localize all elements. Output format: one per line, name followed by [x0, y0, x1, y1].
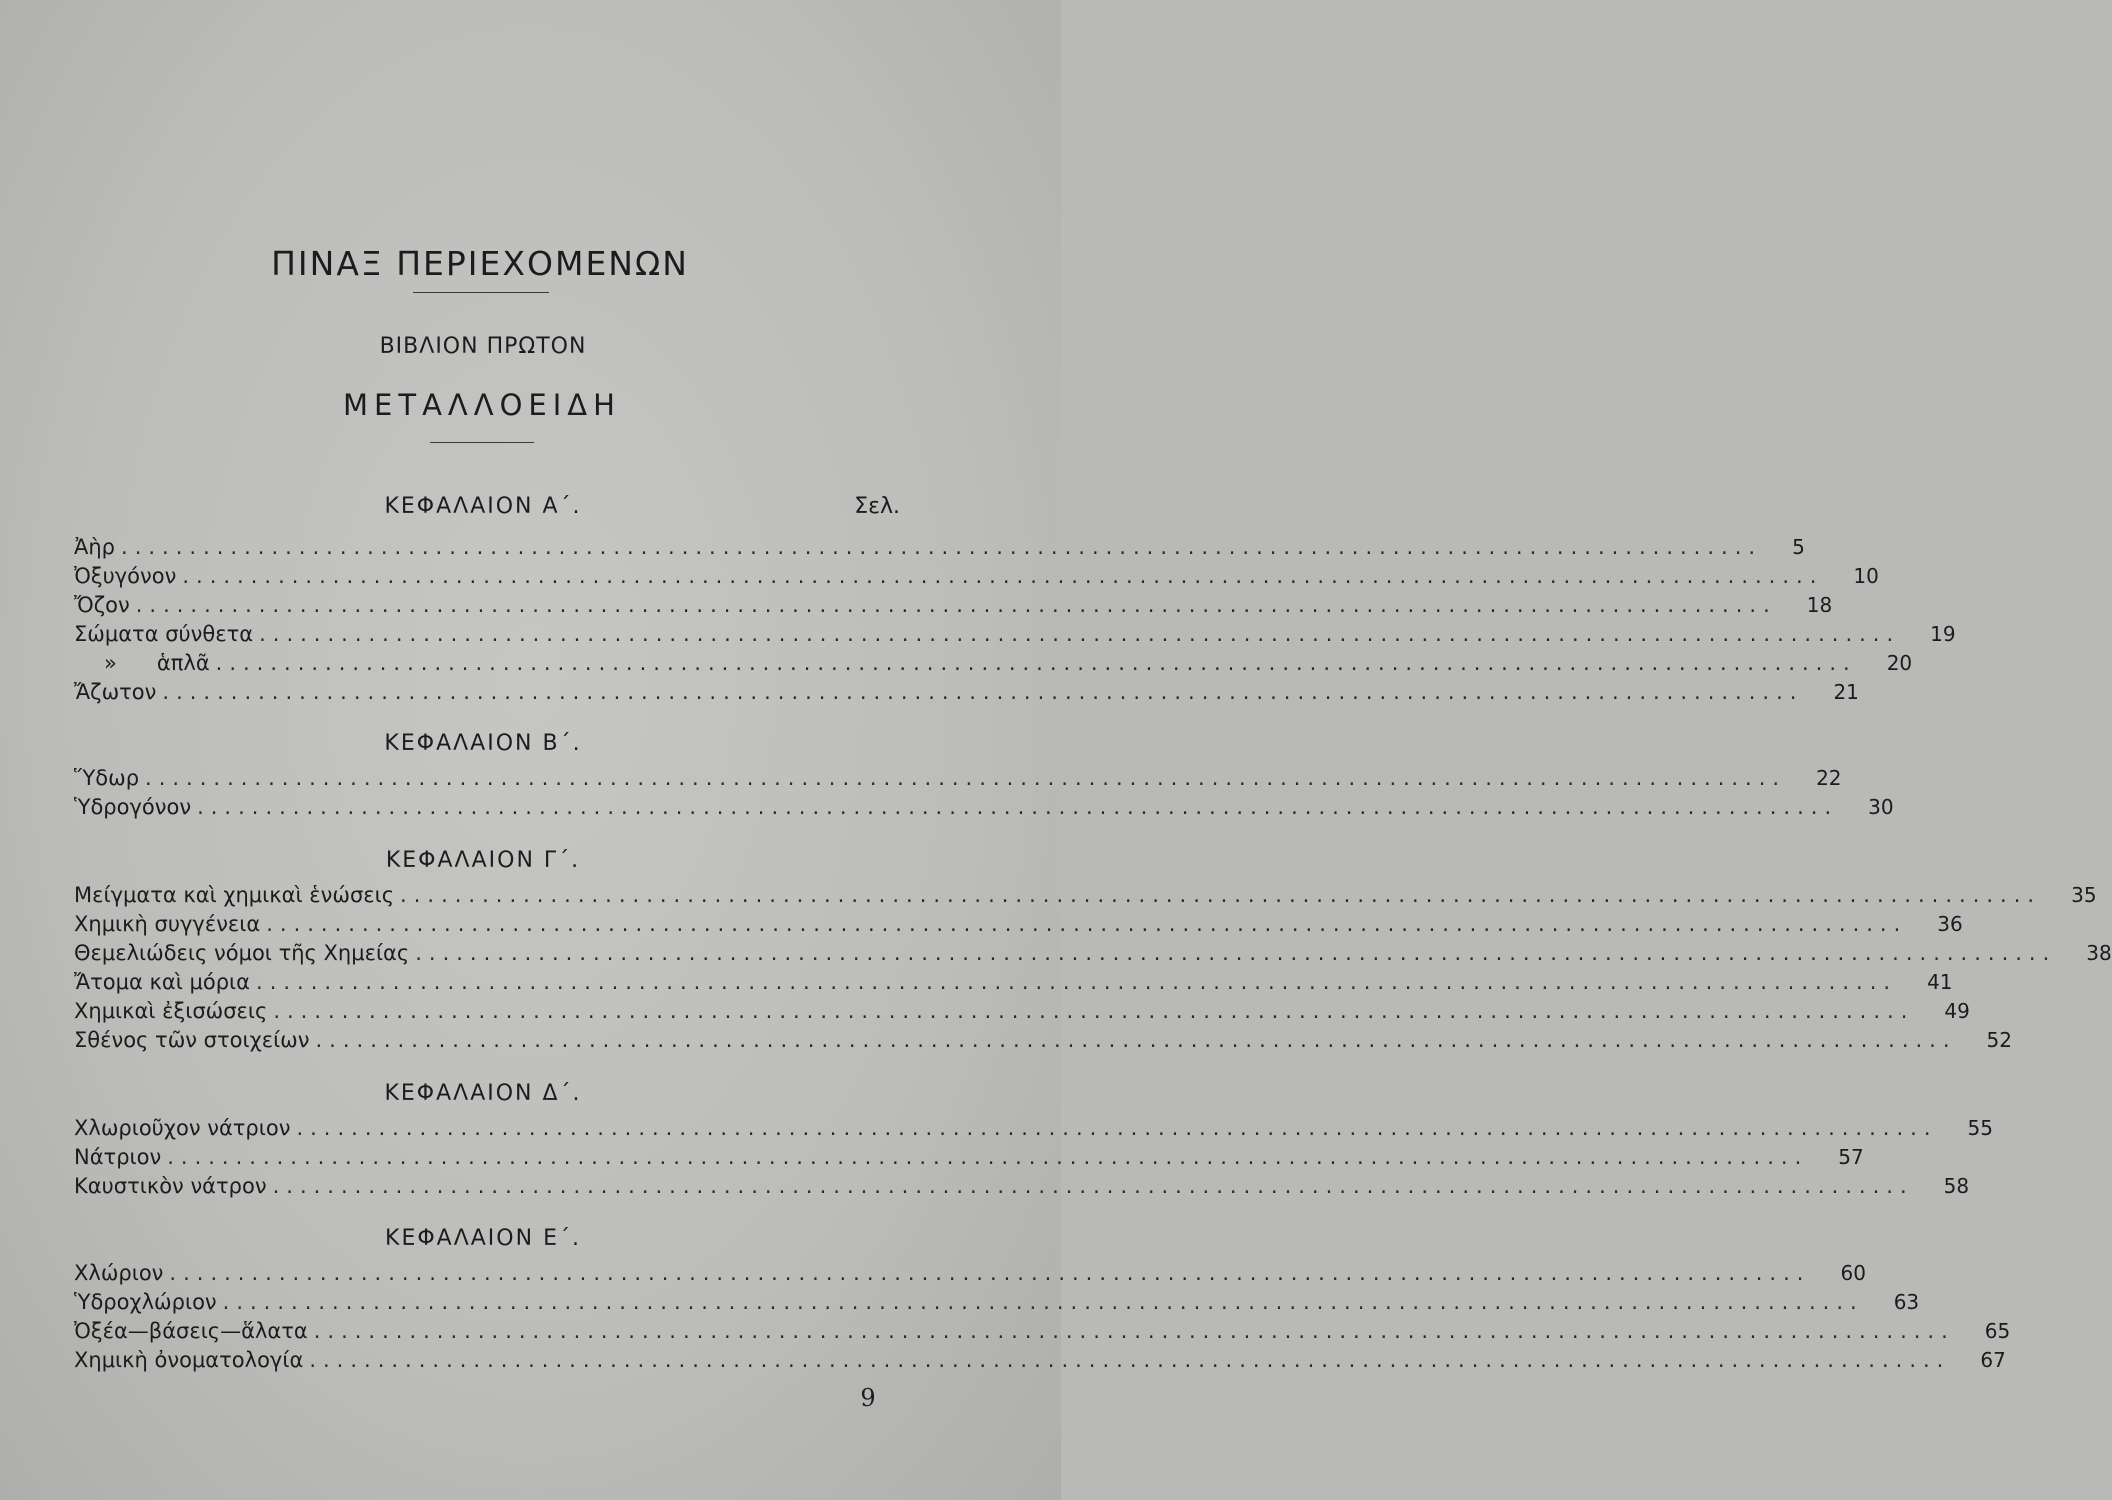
toc-entry-page: 5	[1792, 535, 1805, 559]
toc-entry-page: 60	[1840, 1261, 1866, 1285]
toc-entry	[74, 766, 1842, 794]
toc-entry-label: Χημικὴ συγγένεια	[74, 912, 261, 936]
toc-entry-page: 10	[1853, 564, 1879, 588]
dot-leader: ........................................................................................................................	[182, 564, 1824, 588]
page-number: 9	[860, 1384, 876, 1412]
toc-entry	[74, 1290, 1920, 1318]
toc-entry-label: Χλώριον	[74, 1261, 164, 1285]
toc-entry-label: Χλωριοῦχον νάτριον	[74, 1116, 291, 1140]
toc-entry-label: Ἀὴρ	[74, 535, 116, 559]
toc-entry	[74, 912, 1963, 940]
dot-leader: ........................................................................................................................	[315, 1028, 1957, 1052]
toc-entry	[74, 564, 1879, 592]
toc-entry-page: 18	[1806, 593, 1833, 617]
page-column-label: Σελ.	[854, 494, 900, 519]
toc-entry-page: 63	[1893, 1290, 1920, 1314]
chapter-heading: ΚΕΦΑΛΑΙΟΝ Δ΄.	[384, 1081, 582, 1106]
toc-entry-page: 22	[1816, 766, 1842, 790]
dot-leader: ........................................................................................................................	[400, 883, 2042, 907]
toc-entry-label: Χημικαὶ ἐξισώσεις	[74, 999, 268, 1023]
toc-entry	[74, 795, 1894, 823]
chapter-heading: ΚΕΦΑΛΑΙΟΝ Ε΄.	[385, 1226, 581, 1251]
dot-leader: ........................................................................................................................	[222, 1290, 1864, 1314]
toc-entry-page: 58	[1943, 1174, 1970, 1198]
toc-entry-page: 38	[2086, 941, 2112, 965]
chapter-heading: ΚΕΦΑΛΑΙΟΝ Γ΄.	[385, 848, 581, 873]
toc-entry-page: 67	[1980, 1348, 2006, 1372]
toc-entry-page: 65	[1984, 1319, 2011, 1343]
toc-entry-page: 55	[1967, 1116, 1993, 1140]
toc-entry-label: Ὑδρογόνον	[74, 795, 192, 819]
toc-entry-label: Σώματα σύνθετα	[74, 622, 254, 646]
dot-leader: ........................................................................................................................	[169, 1261, 1811, 1285]
toc-entry-label: Ὄζον	[74, 593, 130, 617]
toc-entry-label: Ὀξέα—βάσεις—ἅλατα	[74, 1319, 308, 1343]
toc-entry-page: 19	[1930, 622, 1956, 646]
dot-leader: ........................................................................................................................	[296, 1116, 1938, 1140]
dot-leader: ........................................................................................................................	[272, 1174, 1914, 1198]
toc-entry-label: Θεμελιώδεις νόμοι τῆς Χημείας	[74, 941, 410, 965]
toc-entry	[74, 1116, 1993, 1144]
toc-entry	[74, 593, 1833, 621]
toc-entry	[74, 1174, 1970, 1202]
toc-entry-label: » ἁπλᾶ	[104, 651, 210, 675]
toc-entry	[74, 883, 2097, 911]
toc-entry	[74, 941, 2112, 969]
dot-leader: ........................................................................................................................	[215, 651, 1857, 675]
book-label: ΒΙΒΛΙΟΝ ΠΡΩΤΟΝ	[379, 334, 587, 359]
dot-leader: ........................................................................................................................	[197, 795, 1839, 819]
dot-leader: ........................................................................................................................	[256, 970, 1898, 994]
page-title: ΠΙΝΑΞ ΠΕΡΙΕΧΟΜΕΝΩΝ	[271, 244, 689, 284]
toc-entry	[74, 1348, 2006, 1376]
toc-entry-label: Σθένος τῶν στοιχείων	[74, 1028, 310, 1052]
toc-entry-label: Καυστικὸν νάτρον	[74, 1174, 267, 1198]
toc-entry-page: 20	[1886, 651, 1913, 675]
toc-entry	[74, 1261, 1866, 1289]
dot-leader: ........................................................................................................................	[162, 680, 1804, 704]
toc-entry	[74, 1028, 2012, 1056]
toc-entry-label: Νάτριον	[74, 1145, 162, 1169]
toc-entry-label: Ὀξυγόνον	[74, 564, 177, 588]
dot-leader: ........................................................................................................................	[167, 1145, 1809, 1169]
dot-leader: ........................................................................................................................	[313, 1319, 1955, 1343]
toc-entry-page: 41	[1927, 970, 1953, 994]
toc-entry-page: 52	[1986, 1028, 2012, 1052]
dot-leader: ........................................................................................................................	[145, 766, 1787, 790]
dot-leader: ........................................................................................................................	[273, 999, 1915, 1023]
toc-entry-page: 57	[1838, 1145, 1864, 1169]
toc-entry-label: Μείγματα καὶ χημικαὶ ἑνώσεις	[74, 883, 395, 907]
toc-entry	[74, 622, 1956, 650]
dot-leader: ........................................................................................................................	[135, 593, 1777, 617]
toc-entry	[74, 999, 1970, 1027]
toc-entry-page: 21	[1833, 680, 1859, 704]
chapter-heading: ΚΕΦΑΛΑΙΟΝ Β΄.	[384, 731, 582, 756]
subtitle-divider	[430, 442, 534, 443]
dot-leader: ........................................................................................................................	[266, 912, 1908, 936]
toc-entry-page: 35	[2071, 883, 2097, 907]
dot-leader: ........................................................................................................................	[309, 1348, 1951, 1372]
dot-leader: ........................................................................................................................	[121, 535, 1763, 559]
dot-leader: ........................................................................................................................	[415, 941, 2057, 965]
chapter-heading: ΚΕΦΑΛΑΙΟΝ Α΄.	[384, 494, 582, 519]
toc-entry	[74, 680, 1859, 708]
toc-entry-page: 36	[1937, 912, 1963, 936]
dot-leader: ........................................................................................................................	[259, 622, 1901, 646]
toc-entry	[74, 535, 1805, 563]
toc-entry	[74, 651, 1913, 679]
toc-entry-label: Ἄτομα καὶ μόρια	[74, 970, 251, 994]
toc-entry	[74, 1145, 1864, 1173]
toc-entry-label: Ὕδωρ	[74, 766, 140, 790]
toc-entry-label: Ὑδροχλώριον	[74, 1290, 217, 1314]
toc-entry	[74, 1319, 2011, 1347]
toc-entry-page: 30	[1868, 795, 1894, 819]
toc-entry-label: Ἄζωτον	[74, 680, 157, 704]
title-divider	[413, 292, 549, 293]
toc-entry-page: 49	[1944, 999, 1970, 1023]
toc-entry	[74, 970, 1953, 998]
book-subtitle: ΜΕΤΑΛΛΟΕΙΔΗ	[343, 388, 621, 422]
toc-entry-label: Χημικὴ ὀνοματολογία	[74, 1348, 304, 1372]
